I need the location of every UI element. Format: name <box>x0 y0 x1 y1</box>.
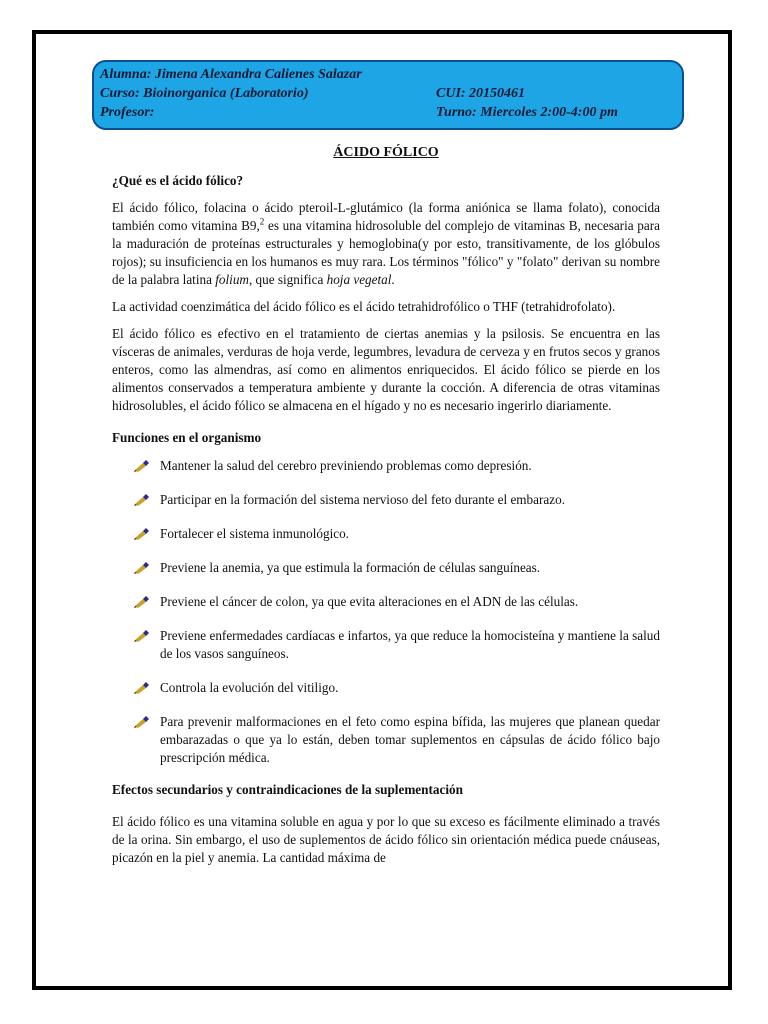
pen-nib-bullet-icon <box>134 596 150 608</box>
header-row-alumna <box>100 65 682 84</box>
function-text: Previene enfermedades cardíacas e infartos, ya que reduce la homocisteína y mantiene la salud de los vasos sanguíneos. <box>160 628 660 661</box>
pen-nib-bullet-icon <box>134 562 150 574</box>
header-row-curso <box>100 84 682 103</box>
function-list-item <box>112 713 660 767</box>
function-list-item <box>112 627 660 663</box>
document-title: ÁCIDO FÓLICO <box>333 145 439 160</box>
page-border <box>32 30 732 990</box>
curso-label: Curso: Bioinorganica (Laboratorio) <box>100 86 309 101</box>
paragraph-definition <box>112 199 660 289</box>
p1-hoja-vegetal: hoja vegetal <box>326 272 392 287</box>
functions-list <box>112 457 660 767</box>
function-list-item <box>112 679 660 697</box>
function-text: Para prevenir malformaciones en el feto como espina bífida, las mujeres que planean quedar embarazadas o que ya lo están, deben tomar suplementos en cápsulas de ácido fólico bajo prescripción médica. <box>160 714 660 765</box>
p1-text-b: es una vitamina hidrosoluble del complejo de vitaminas B, necesaria para la maduración de proteínas estructurales y hemoglobina(y por esto, transitivamente, de los glóbulos rojos); su insuficiencia en los humanos es muy rara. Los términos "fólico" y "folato" derivan su nombre de la palabra latina <box>112 218 660 287</box>
document-body <box>112 140 660 876</box>
function-text: Participar en la formación del sistema nervioso del feto durante el embarazo. <box>160 492 565 507</box>
function-list-item <box>112 559 660 577</box>
p1-text-a: El ácido fólico, folacina o ácido pteroil-L-glutámico (la forma aniónica se llama folato), conocida también como vitamina B9, <box>112 200 660 233</box>
functions-heading: Funciones en el organismo <box>112 430 262 445</box>
function-text: Previene la anemia, ya que estimula la formación de células sanguíneas. <box>160 560 541 575</box>
p1-folium: folium <box>215 272 249 287</box>
pen-nib-bullet-icon <box>134 716 150 728</box>
pen-nib-bullet-icon <box>134 460 150 472</box>
function-text: Fortalecer el sistema inmunológico. <box>160 526 349 541</box>
pen-nib-bullet-icon <box>134 630 150 642</box>
function-list-item <box>112 525 660 543</box>
cui-label: CUI: 20150461 <box>436 86 526 101</box>
pen-nib-bullet-icon <box>134 682 150 694</box>
function-list-item <box>112 491 660 509</box>
pen-nib-bullet-icon <box>134 494 150 506</box>
header-row-profesor <box>100 103 682 122</box>
alumna-label: Alumna: Jimena Alexandra Calienes Salazar <box>100 67 362 82</box>
pen-nib-bullet-icon <box>134 528 150 540</box>
effects-heading: Efectos secundarios y contraindicaciones de la suplementación <box>112 782 463 797</box>
function-text: Mantener la salud del cerebro previniendo problemas como depresión. <box>160 458 532 473</box>
student-info-box <box>92 60 684 130</box>
question-heading: ¿Qué es el ácido fólico? <box>112 173 244 188</box>
paragraph-sources: El ácido fólico es efectivo en el tratamiento de ciertas anemias y la psilosis. Se encuentra en las vísceras de animales, verduras de hoja verde, legumbres, levadura de cerveza y en frutos secos y granos enteros, como las almendras, así como en alimentos enriquecidos. El ácido fólico se pierde en los alimentos conservados a temperatura ambiente y durante la cocción. A diferencia de otras vitaminas hidrosolubles, el ácido fólico se almacena en el hígado y no es necesario ingerirlo diariamente. <box>112 326 660 413</box>
profesor-label: Profesor: <box>100 105 155 120</box>
paragraph-effects: El ácido fólico es una vitamina soluble en agua y por lo que su exceso es fácilmente eliminado a través de la orina. Sin embargo, el uso de suplementos de ácido fólico sin orientación médica puede cnáuseas, picazón en la piel y anemia. La cantidad máxima de <box>112 814 660 865</box>
function-text: Previene el cáncer de colon, ya que evita alteraciones en el ADN de las células. <box>160 594 579 609</box>
p1-text-c: , que significa <box>248 272 327 287</box>
p1-text-end: . <box>391 272 395 287</box>
function-list-item <box>112 593 660 611</box>
footnote-ref: 2 <box>259 216 265 227</box>
function-text: Controla la evolución del vitiligo. <box>160 680 339 695</box>
paragraph-coenzyme: La actividad coenzimática del ácido fólico es el ácido tetrahidrofólico o THF (tetrahidrofolato). <box>112 299 616 314</box>
function-list-item <box>112 457 660 475</box>
turno-label: Turno: Miercoles 2:00-4:00 pm <box>436 105 618 120</box>
